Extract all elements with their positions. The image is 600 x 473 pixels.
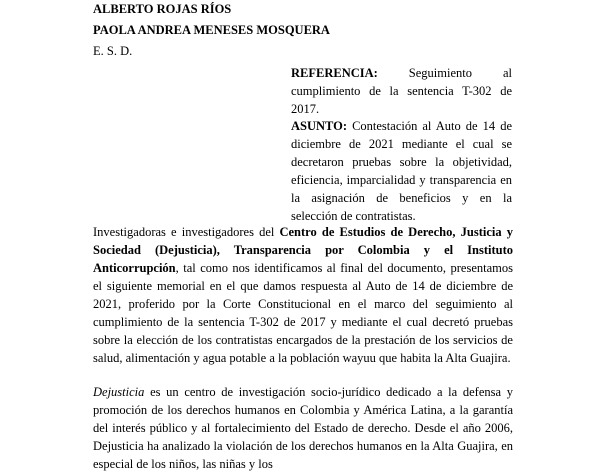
paragraph2-org: Dejusticia bbox=[93, 385, 145, 399]
paragraph1-orgs: Centro de Estudios de Derecho, Justicia y Sociedad (Dejusticia), Transparencia por Colombia y el Instituto Anticorrupción bbox=[93, 225, 513, 275]
referencia-block bbox=[291, 64, 512, 118]
body-paragraph-2 bbox=[93, 383, 513, 473]
addressee-name-2: PAOLA ANDREA MENESES MOSQUERA bbox=[93, 23, 330, 37]
addressee-name-1: ALBERTO ROJAS RÍOS bbox=[93, 2, 232, 16]
paragraph1-intro: Investigadoras e investigadores del bbox=[93, 225, 280, 239]
addressee-block bbox=[93, 0, 513, 63]
paragraph1-rest: , tal como nos identificamos al final del documento, presentamos el siguiente memorial en el que damos respuesta al Auto de 14 de diciembre de 2021, proferido por la Corte Constitucional en el marco del seguimiento al cumplimiento de la sentencia T-302 de 2017 y mediante el cual decretó pruebas sobre la elección de los contratistas encargados de la prestación de los servicios de salud, alimentación y agua potable a la población wayuu que habita la Alta Guajira. bbox=[93, 261, 513, 365]
paragraph2-text: es un centro de investigación socio-jurídico dedicado a la defensa y promoción de los derechos humanos en Colombia y América Latina, a la garantía del interés público y al fortalecimiento del Estado de derecho. Desde el año 2006, Dejusticia ha analizado la violación de los derechos humanos en la Alta Guajira, en especial de los niños, las niñas y los bbox=[93, 385, 513, 471]
body-paragraph-1 bbox=[93, 223, 513, 367]
asunto-block bbox=[291, 117, 512, 225]
addressee-esd: E. S. D. bbox=[93, 44, 133, 58]
asunto-text: Contestación al Auto de 14 de diciembre de 2021 mediante el cual se decretaron pruebas sobre la objetividad, eficiencia, imparcialidad y transparencia en la asignación de beneficios y en la selección de contratistas. bbox=[291, 119, 512, 223]
referencia-text: Seguimiento al cumplimiento de la sentencia T-302 de 2017. bbox=[291, 66, 512, 116]
asunto-label: ASUNTO: bbox=[291, 119, 348, 133]
referencia-label: REFERENCIA: bbox=[291, 66, 378, 80]
